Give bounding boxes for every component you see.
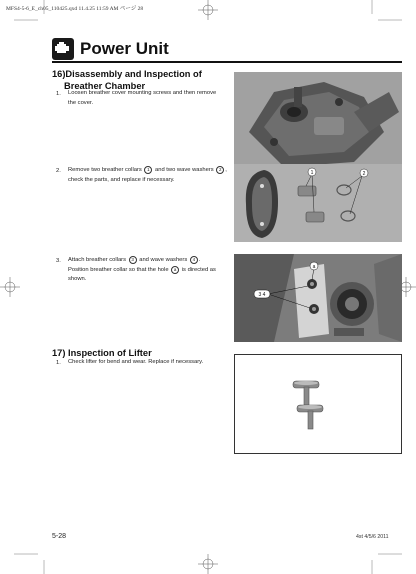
photo2-callout-2: 2 — [362, 171, 366, 177]
step-number: 3. — [56, 258, 61, 264]
step-3-line3: shown. — [68, 276, 87, 282]
photo-breather-collars — [234, 164, 402, 242]
step-3-text — [68, 256, 238, 285]
step-1-text — [68, 89, 238, 108]
photo-lifters — [234, 354, 402, 454]
footer-code: 4st 4/5/6 2011 — [356, 534, 389, 540]
step-1-line2: the cover. — [68, 99, 94, 106]
photo2-callout-1: 1 — [310, 170, 314, 176]
step-2-line2: check the parts, and replace if necessary. — [68, 176, 175, 183]
step-2-line1: Remove two breather collars 1 and two wave washers 2 , — [68, 167, 227, 173]
photo-breather-assembled — [234, 254, 402, 342]
step-number: 1. — [56, 91, 61, 97]
step-3-line2: Position breather collar so that the hole a is directed as — [68, 266, 216, 273]
title-rule — [52, 61, 402, 63]
step-number: 1. — [56, 360, 61, 366]
section17-step-1-text: Check lifter for bend and wear. Replace if necessary. — [68, 359, 204, 365]
photo3-callout-a: a — [312, 264, 316, 270]
page-number: 5-28 — [52, 533, 67, 540]
callout-marker: 1 — [144, 166, 152, 174]
photo3-callout-3-4: 3 4 — [258, 292, 266, 298]
page-title-bar — [52, 38, 402, 63]
file-info-header: MFS4-5-6_E_ch05_110425.qxd 11.4.25 11:59 AM ページ 28 — [6, 6, 144, 12]
step-1-line1: Loosen breather cover mounting screws and then remove — [68, 90, 217, 96]
step-number: 2. — [56, 168, 61, 174]
engine-icon — [52, 38, 74, 60]
callout-marker: 4 — [190, 256, 198, 264]
section17-title: 17) Inspection of Lifter — [52, 348, 152, 358]
step-2-text — [68, 166, 238, 185]
callout-marker: 2 — [216, 166, 224, 174]
callout-marker: 3 — [129, 256, 137, 264]
section16-title-line1: 16)Disassembly and Inspection of — [52, 69, 202, 79]
step-3-line1: Attach breather collars 3 and wave washers 4 . — [68, 257, 201, 263]
photo-breather-cover — [234, 72, 402, 172]
page-title: Power Unit — [80, 39, 169, 58]
callout-marker: a — [171, 266, 179, 274]
section16-title-line2: Breather Chamber — [64, 81, 146, 91]
